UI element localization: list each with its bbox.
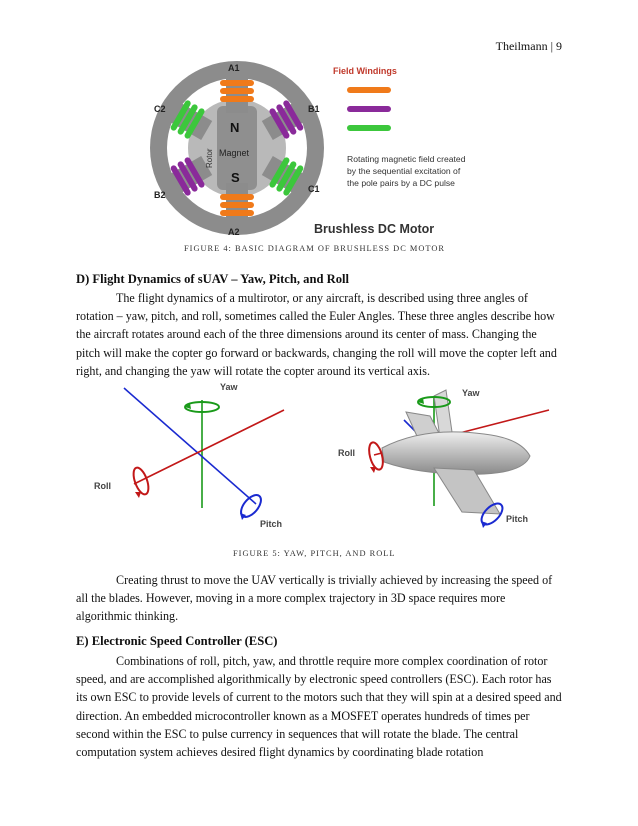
label-b1: B1 <box>308 104 320 114</box>
roll-label: Roll <box>94 481 111 491</box>
legend-title: Field Windings <box>333 66 397 76</box>
figure-4-caption: FIGURE 4: BASIC DIAGRAM OF BRUSHLESS DC MOTOR <box>184 244 446 253</box>
legend-desc-1: Rotating magnetic field created <box>347 154 466 164</box>
section-e-heading: E) Electronic Speed Controller (ESC) <box>76 634 278 648</box>
yaw-label: Yaw <box>220 382 238 392</box>
legend-desc-3: the pole pairs by a DC pulse <box>347 178 455 188</box>
brushless-motor-diagram <box>140 58 470 242</box>
section-d-heading: D) Flight Dynamics of sUAV – Yaw, Pitch, and Roll <box>76 272 350 286</box>
label-b2: B2 <box>154 190 166 200</box>
rotor-label: Rotor <box>205 148 214 168</box>
label-a2: A2 <box>228 227 240 237</box>
magnet-label: Magnet <box>219 148 250 158</box>
label-a1: A1 <box>228 63 240 73</box>
plane-roll-arrow <box>367 441 386 471</box>
roll-axis <box>134 410 284 484</box>
legend-swatch-c <box>347 125 391 131</box>
legend-swatch-a <box>347 87 391 93</box>
legend-desc-2: by the sequential excitation of <box>347 166 461 176</box>
pole-n: N <box>230 120 240 135</box>
label-c2: C2 <box>154 104 166 114</box>
legend-swatch-b <box>347 106 391 112</box>
pole-s: S <box>231 170 240 185</box>
airplane-diagram <box>334 380 560 532</box>
motor-title: Brushless DC Motor <box>314 222 435 236</box>
plane-pitch-label: Pitch <box>506 514 529 524</box>
pitch-label: Pitch <box>260 519 283 529</box>
axes-diagram <box>94 380 304 532</box>
plane-yaw-label: Yaw <box>462 388 480 398</box>
fuselage <box>382 432 530 474</box>
section-d-paragraph: The flight dynamics of a multirotor, or any aircraft, is described using three angles of rotation – yaw, pitch, and roll, sometimes called the Euler Angles. These three angles describe how the aircraft rotates around each of the three dimensions around its center of mass. Changing the pitch will make the copter go forward or backwards, changing the roll will move the copter left and right, and changing the yaw will rotate the copter around its vertical axis. <box>76 291 557 378</box>
section-e-paragraph: Combinations of roll, pitch, yaw, and throttle require more complex coordination of rotor speed, and are accomplished algorithmically by electronic speed controllers (ESC). Each rotor has its own ESC to provide levels of current to the motors such that they will spin at a desired speed and direction. An embedded microcontroller known as a MOSFET operates hundreds of times per second within the ESC to pulse currency in sequences that will rotate the blade. The central computation system achieves desired flight dynamics by coordinating blade rotation <box>76 654 562 760</box>
label-c1: C1 <box>308 184 320 194</box>
plane-roll-label: Roll <box>338 448 355 458</box>
page-header: Theilmann | 9 <box>495 39 562 53</box>
thrust-paragraph: Creating thrust to move the UAV vertically is trivially achieved by increasing the speed of all the blades. However, moving in a more complex trajectory in 3D space requires more algorithmic thinking. <box>76 573 553 624</box>
figure-5-caption: FIGURE 5: YAW, PITCH, AND ROLL <box>233 549 396 558</box>
